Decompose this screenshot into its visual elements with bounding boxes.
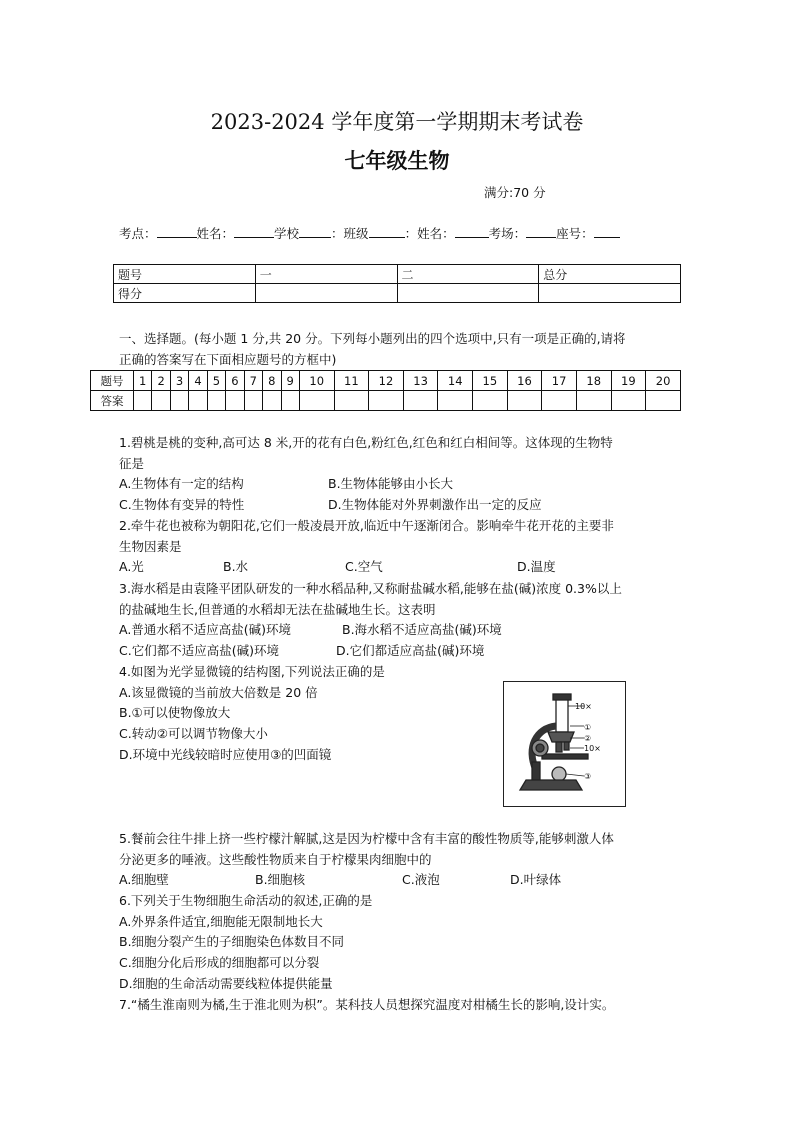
question-number-cell: 6 [226,371,244,391]
option-b: B.水 [223,559,249,575]
option-row [119,495,684,516]
exam-subject: 七年级生物 [344,148,450,173]
blank-line[interactable] [369,225,405,238]
option-a: A.生物体有一定的结构 [119,476,244,492]
question-3 [119,579,684,662]
answer-cell[interactable] [207,391,225,411]
option-row [119,557,684,578]
answer-cell[interactable] [507,391,542,411]
score-cell[interactable] [255,284,397,303]
question-text: 4.如图为光学显微镜的结构图,下列说法正确的是 [119,664,385,679]
option-a: A.普通水稻不适应高盐(碱)环境 [119,622,292,638]
table-row [91,371,681,391]
question-number-cell: 20 [646,371,681,391]
question-text: 的盐碱地生长,但普通的水稻却无法在盐碱地生长。这表明 [119,601,436,617]
option-row [119,641,684,662]
answer-cell[interactable] [299,391,334,411]
field-label: ：班级 [331,226,369,241]
option-a: A.光 [119,559,144,575]
option-d: D.叶绿体 [510,872,562,888]
question-number-cell: 1 [134,371,152,391]
table-cell: 题号 [91,371,134,391]
option-row [119,620,684,641]
answer-cell[interactable] [134,391,152,411]
question-number-cell: 17 [542,371,577,391]
option-c: C.它们都不适应高盐(碱)环境 [119,643,279,659]
blank-line[interactable] [594,225,620,238]
answer-cell[interactable] [369,391,404,411]
answer-cell[interactable] [334,391,369,411]
answer-cell[interactable] [281,391,299,411]
table-cell: 答案 [91,391,134,411]
answer-cell[interactable] [611,391,646,411]
table-cell: 一 [255,265,397,284]
option-b: B.①可以使物像放大 [119,705,231,721]
table-cell: 总分 [539,265,681,284]
figure-label: ① [584,723,592,732]
figure-label: ② [584,734,592,743]
option-b: B.细胞核 [255,872,306,888]
section-intro-line: 正确的答案写在下面相应题号的方框中) [119,352,337,367]
option-a: A.外界条件适宜,细胞能无限制地长大 [119,913,323,929]
table-cell: 题号 [114,265,256,284]
question-number-cell: 7 [244,371,262,391]
figure-label: 10× [584,744,601,753]
question-6 [119,891,684,995]
option-b: B.细胞分裂产生的子细胞染色体数目不同 [119,934,345,950]
field-label: 姓名： [196,226,235,241]
exam-title: 2023-2024 学年度第一学期期末考试卷 [210,110,584,134]
table-row [114,284,681,303]
option-d: D.生物体能对外界刺激作出一定的反应 [328,497,542,513]
answer-cell[interactable] [152,391,170,411]
field-label: 考点： [119,226,157,241]
option-b: B.海水稻不适应高盐(碱)环境 [342,622,502,638]
table-row [91,391,681,411]
option-c: C.空气 [345,559,383,575]
microscope-icon [504,682,625,806]
question-number-cell: 14 [438,371,473,391]
option-d: D.它们都适应高盐(碱)环境 [336,643,485,659]
answer-cell[interactable] [438,391,473,411]
option-c: C.细胞分化后形成的细胞都可以分裂 [119,955,320,971]
field-label: 座号： [556,226,594,241]
question-number-cell: 4 [189,371,207,391]
blank-line[interactable] [234,225,274,238]
question-text: 生物因素是 [119,538,182,554]
option-c: C.生物体有变异的特性 [119,497,245,513]
option-d: D.细胞的生命活动需要线粒体提供能量 [119,975,333,991]
answer-cell[interactable] [403,391,438,411]
answer-cell[interactable] [542,391,577,411]
section-intro-line: 一、选择题。(每小题 1 分,共 20 分。下列每小题列出的四个选项中,只有一项是正确的,请将 [119,331,626,346]
question-number-cell: 19 [611,371,646,391]
figure-label: 10× [575,702,592,711]
blank-line[interactable] [299,225,331,238]
question-2 [119,516,684,578]
question-number-cell: 11 [334,371,369,391]
question-number-cell: 2 [152,371,170,391]
option-a: A.该显微镜的当前放大倍数是 20 倍 [119,684,318,700]
question-text: 1.碧桃是桃的变种,高可达 8 米,开的花有白色,粉红色,红色和红白相间等。这体现的生物特 [119,435,613,450]
score-cell[interactable] [397,284,539,303]
option-c: C.液泡 [402,872,440,888]
question-text: 5.餐前会往牛排上挤一些柠檬汁解腻,这是因为柠檬中含有丰富的酸性物质等,能够刺激人体 [119,831,614,846]
option-d: D.环境中光线较暗时应使用③的凹面镜 [119,746,332,762]
question-number-cell: 9 [281,371,299,391]
question-text: 征是 [119,455,145,471]
question-number-cell: 16 [507,371,542,391]
field-label: 学校 [274,226,300,241]
question-number-cell: 3 [170,371,188,391]
answer-cell[interactable] [170,391,188,411]
option-a: A.细胞壁 [119,872,169,888]
answer-cell[interactable] [226,391,244,411]
question-1 [119,433,684,516]
blank-line[interactable] [526,225,556,238]
blank-line[interactable] [157,225,197,238]
question-text: 2.牵牛花也被称为朝阳花,它们一般凌晨开放,临近中午逐渐闭合。影响牵牛花开花的主要非 [119,518,614,533]
table-cell: 二 [397,265,539,284]
question-5 [119,829,684,891]
table-cell: 得分 [114,284,256,303]
full-score: 满分:70 分 [484,185,546,200]
field-label: ：姓名： [404,226,455,241]
answer-cell[interactable] [646,391,681,411]
question-number-cell: 5 [207,371,225,391]
microscope-figure [503,681,626,807]
option-row [119,870,684,891]
question-text: 3.海水稻是由袁隆平团队研发的一种水稻品种,又称耐盐碱水稻,能够在盐(碱)浓度 0.3%以上 [119,581,622,596]
answer-cell[interactable] [263,391,281,411]
field-label: 考场： [488,226,527,241]
question-number-cell: 18 [576,371,611,391]
option-d: D.温度 [517,559,556,575]
question-number-cell: 10 [299,371,334,391]
question-text: 6.下列关于生物细胞生命活动的叙述,正确的是 [119,893,373,908]
score-table [113,264,681,303]
student-info-line [119,224,620,242]
option-c: C.转动②可以调节物像大小 [119,726,268,742]
question-number-cell: 15 [473,371,508,391]
question-text: 7.“橘生淮南则为橘,生于淮北则为枳”。某科技人员想探究温度对柑橘生长的影响,设计实。 [119,997,615,1012]
option-row [119,474,684,495]
option-b: B.生物体能够由小长大 [328,476,454,492]
question-text: 分泌更多的唾液。这些酸性物质来自于柠檬果肉细胞中的 [119,851,432,867]
answer-cell[interactable] [473,391,508,411]
answer-cell[interactable] [576,391,611,411]
question-number-cell: 8 [263,371,281,391]
question-number-cell: 13 [403,371,438,391]
answer-cell[interactable] [189,391,207,411]
score-cell[interactable] [539,284,681,303]
question-number-cell: 12 [369,371,404,391]
blank-line[interactable] [455,225,489,238]
answer-cell[interactable] [244,391,262,411]
section-intro [119,328,684,370]
figure-label: ③ [584,772,592,781]
answer-table [90,370,681,411]
question-7 [119,995,684,1016]
table-row [114,265,681,284]
